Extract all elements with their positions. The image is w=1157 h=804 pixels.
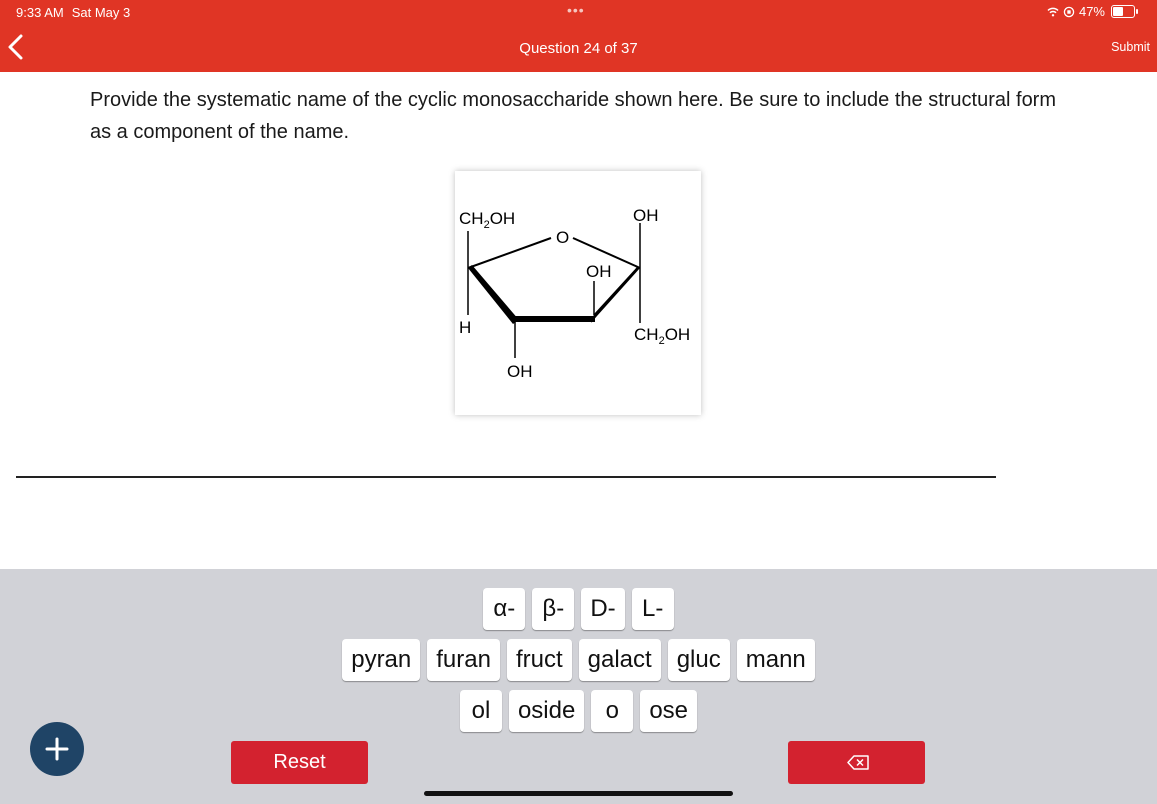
- backspace-icon: [788, 741, 925, 784]
- key-o[interactable]: o: [591, 690, 633, 732]
- c1-ch-text: CH: [459, 209, 484, 228]
- status-time-text: 9:33 AM: [16, 5, 64, 20]
- add-button[interactable]: [30, 722, 84, 776]
- c3-top-oh-label: OH: [586, 262, 612, 281]
- c5-h-label: H: [459, 318, 472, 337]
- wifi-icon: [1047, 7, 1059, 17]
- answer-field[interactable]: [16, 476, 996, 478]
- c2-subscript: 2: [658, 335, 665, 347]
- reset-button[interactable]: Reset: [231, 741, 368, 784]
- key-pyran[interactable]: pyran: [342, 639, 420, 681]
- key-furan[interactable]: furan: [427, 639, 500, 681]
- c1-subscript: 2: [483, 219, 490, 231]
- c2-oh-text: OH: [664, 325, 691, 344]
- page-title: Question 24 of 37: [519, 40, 638, 57]
- backspace-button[interactable]: [788, 741, 925, 784]
- orientation-lock-icon: [1063, 6, 1075, 18]
- key-ol[interactable]: ol: [460, 690, 502, 732]
- battery-icon: [1111, 5, 1135, 18]
- stem-key-row: [0, 639, 1157, 681]
- c2-top-oh-label: OH: [633, 206, 659, 225]
- home-indicator[interactable]: [424, 791, 733, 796]
- key-ose[interactable]: ose: [640, 690, 697, 732]
- prefix-key-row: [0, 588, 1157, 630]
- battery-percent: 47%: [1078, 4, 1105, 19]
- key-oside[interactable]: oside: [509, 690, 584, 732]
- multitasking-dots[interactable]: •••: [567, 2, 585, 18]
- plus-icon: [30, 722, 84, 776]
- structure-image: [455, 171, 701, 415]
- key-galact[interactable]: galact: [579, 639, 661, 681]
- app-header: [0, 0, 1157, 72]
- status-date-text: Sat May 3: [71, 5, 131, 20]
- c2-ch-text: CH: [634, 325, 659, 344]
- key-beta[interactable]: β-: [532, 588, 574, 630]
- furanose-structure-diagram: [455, 171, 701, 415]
- key-l[interactable]: L-: [632, 588, 674, 630]
- question-text: Provide the systematic name of the cyclic monosaccharide shown here. Be sure to include the structural form as a component of the name.: [90, 89, 1057, 143]
- key-alpha[interactable]: α-: [483, 588, 525, 630]
- answer-keyboard: [0, 569, 1157, 804]
- c4-bottom-oh-label: OH: [507, 362, 533, 381]
- suffix-key-row: [0, 690, 1157, 732]
- c2-ch2oh-label: [634, 325, 690, 347]
- submit-button[interactable]: Submit: [1111, 40, 1150, 54]
- key-mann[interactable]: mann: [737, 639, 815, 681]
- status-indicators: [1047, 4, 1135, 19]
- key-fruct[interactable]: fruct: [507, 639, 572, 681]
- key-d[interactable]: D-: [581, 588, 624, 630]
- c1-ch2oh-label: [459, 209, 515, 231]
- status-time: [16, 5, 130, 20]
- c1-oh-text: OH: [489, 209, 516, 228]
- key-gluc[interactable]: gluc: [668, 639, 730, 681]
- ring-oxygen-label: O: [556, 228, 570, 247]
